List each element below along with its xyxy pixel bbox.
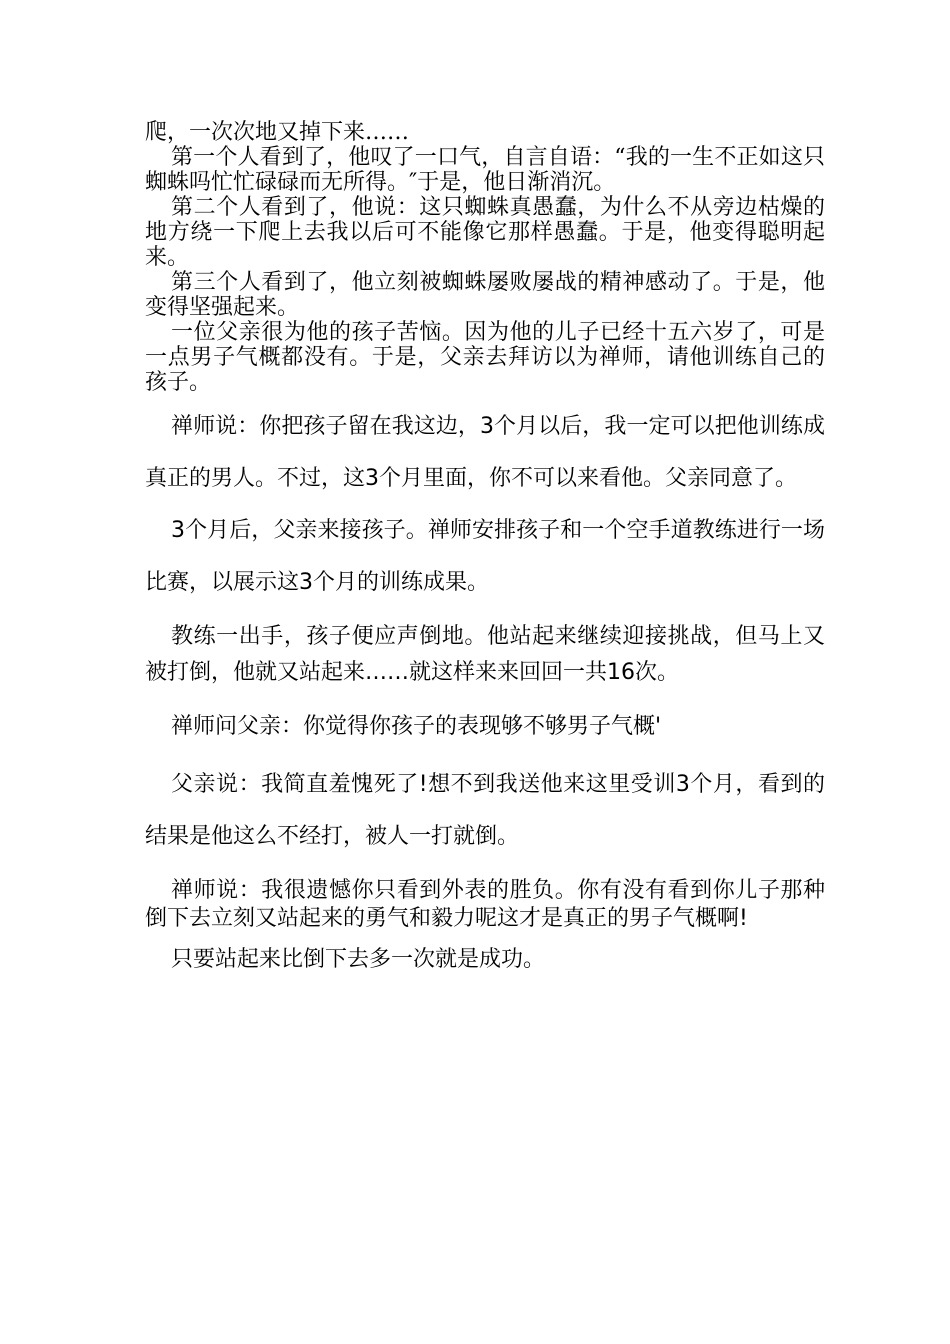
paragraph-9: 禅师问父亲：你觉得你孩子的表现够不够男子气概' — [171, 714, 662, 739]
paragraph-12: 只要站起来比倒下去多一次就是成功。 — [171, 947, 546, 972]
paragraph-8: 教练一出手，孩子便应声倒地。他站起来继续迎接挑战，但马上又被打倒，他就又站起来……就这样来来回回一共16次。 — [145, 624, 825, 685]
paragraph-6: 禅师说：你把孩子留在我这边，3个月以后，我一定可以把他训练成真正的男人。不过，这3个月里面，你不可以来看他。父亲同意了。 — [145, 414, 825, 491]
paragraph-2: 第一个人看到了，他叹了一口气，自言自语：“我的一生不正如这只蜘蛛吗忙忙碌碌而无所得。″于是，他日渐消沉。 — [145, 145, 825, 195]
document-body — [145, 120, 825, 972]
paragraph-11: 禅师说：我很遗憾你只看到外表的胜负。你有没有看到你儿子那种倒下去立刻又站起来的勇气和毅力呢这才是真正的男子气概啊! — [145, 878, 825, 931]
paragraph-4: 第三个人看到了，他立刻被蜘蛛屡败屡战的精神感动了。于是，他变得坚强起来。 — [145, 270, 825, 320]
paragraph-5: 一位父亲很为他的孩子苦恼。因为他的儿子已经十五六岁了，可是一点男子气概都没有。于是，父亲去拜访以为禅师，请他训练自己的孩子。 — [145, 320, 825, 395]
paragraph-1: 爬，一次次地又掉下来…… — [145, 120, 410, 145]
paragraph-10: 父亲说：我简直羞愧死了!想不到我送他来这里受训3个月，看到的结果是他这么不经打，被人一打就倒。 — [145, 772, 825, 849]
paragraph-7: 3个月后，父亲来接孩子。禅师安排孩子和一个空手道教练进行一场比赛，以展示这3个月的训练成果。 — [145, 518, 825, 595]
paragraph-3: 第二个人看到了，他说：这只蜘蛛真愚蠢，为什么不从旁边枯燥的地方绕一下爬上去我以后可不能像它那样愚蠢。于是，他变得聪明起来。 — [145, 195, 825, 270]
